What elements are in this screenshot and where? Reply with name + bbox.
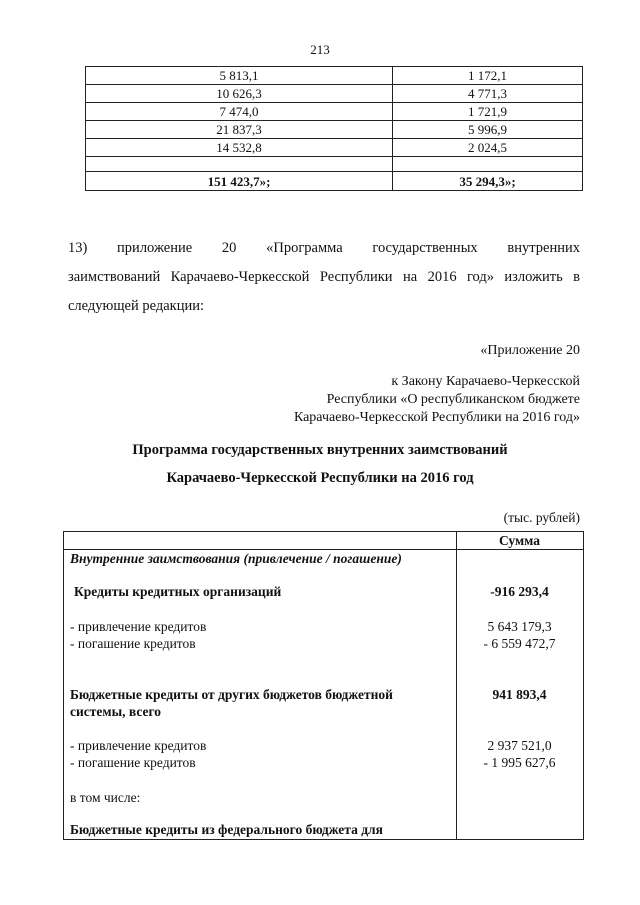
budget-attract-label: - привлечение кредитов xyxy=(70,738,207,753)
appendix-title: «Приложение 20 xyxy=(480,343,580,358)
paragraph-line: 13) приложение 20 «Программа государственных внутренних xyxy=(68,240,580,256)
table-cell: 5 813,1 xyxy=(86,67,393,85)
heading-line: Программа государственных внутренних заимствований xyxy=(132,442,508,458)
table-cell xyxy=(86,157,393,172)
total-row xyxy=(86,172,583,191)
table-row xyxy=(86,157,583,172)
table-cell: 21 837,3 xyxy=(86,121,393,139)
budget-repay-value: - 1 995 627,6 xyxy=(483,755,556,770)
heading-line: Карачаево-Черкесской Республики на 2016 год xyxy=(166,470,474,486)
budget-credits-value: 941 893,4 xyxy=(492,687,547,702)
budget-credits-line: системы, всего xyxy=(70,704,162,719)
table-cell: 5 996,9 xyxy=(393,121,583,139)
page-number: 213 xyxy=(310,42,330,57)
appendix-line: к Закону Карачаево-Черкесской xyxy=(391,374,580,389)
program-heading xyxy=(0,436,640,492)
table-row xyxy=(86,85,583,103)
table-row xyxy=(86,103,583,121)
appendix-reference xyxy=(294,373,580,427)
federal-credits-label: Бюджетные кредиты из федерального бюджета для xyxy=(70,822,383,837)
table-cell: 2 024,5 xyxy=(393,139,583,157)
header-sum: Сумма xyxy=(498,533,541,548)
attract-label: - привлечение кредитов xyxy=(70,619,207,634)
budget-repay-label: - погашение кредитов xyxy=(70,755,196,770)
section-title: Внутренние заимствования (привлечение / погашение) xyxy=(70,551,402,566)
table-cell: 1 172,1 xyxy=(393,67,583,85)
including-label: в том числе: xyxy=(70,790,141,805)
continuation-table xyxy=(85,66,583,191)
table-row xyxy=(86,139,583,157)
total-cell: 151 423,7»; xyxy=(86,172,393,191)
credit-org-value: -916 293,4 xyxy=(490,584,549,599)
amendment-paragraph xyxy=(68,234,580,321)
table-row xyxy=(86,121,583,139)
attract-value: 5 643 179,3 xyxy=(487,619,552,634)
repay-label: - погашение кредитов xyxy=(70,636,196,651)
paragraph-line: следующей редакции: xyxy=(68,298,205,314)
table-cell: 1 721,9 xyxy=(393,103,583,121)
paragraph-line: заимствований Карачаево-Черкесской Республики на 2016 год» изложить в xyxy=(68,269,580,285)
table-cell: 4 771,3 xyxy=(393,85,583,103)
table-cell: 7 474,0 xyxy=(86,103,393,121)
table-cell xyxy=(393,157,583,172)
repay-value: - 6 559 472,7 xyxy=(483,636,556,651)
table-cell: 14 532,8 xyxy=(86,139,393,157)
credit-org-label: Кредиты кредитных организаций xyxy=(74,584,282,599)
table-row xyxy=(86,67,583,85)
units-label: (тыс. рублей) xyxy=(503,510,580,525)
table-cell: 10 626,3 xyxy=(86,85,393,103)
appendix-line: Республики «О республиканском бюджете xyxy=(326,392,580,407)
total-cell: 35 294,3»; xyxy=(393,172,583,191)
budget-attract-value: 2 937 521,0 xyxy=(487,738,552,753)
borrowing-table xyxy=(63,531,584,840)
appendix-line: Карачаево-Черкесской Республики на 2016 год» xyxy=(293,410,580,425)
budget-credits-label xyxy=(70,686,450,720)
budget-credits-line: Бюджетные кредиты от других бюджетов бюджетной xyxy=(70,687,393,702)
